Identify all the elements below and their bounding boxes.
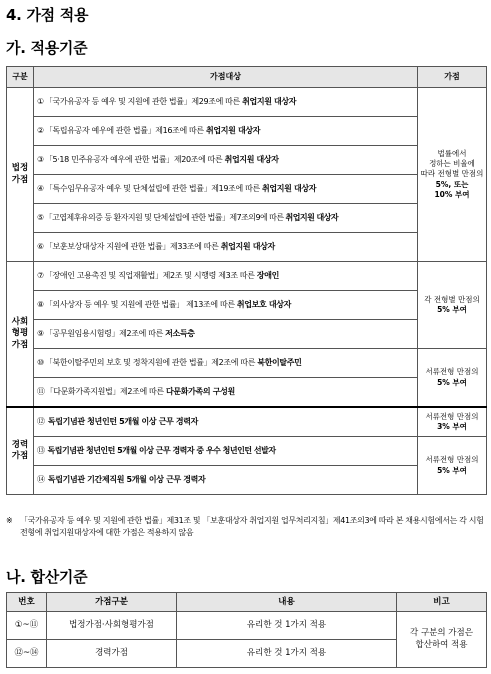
- subsection-a-title: 가. 적용기준: [6, 39, 88, 57]
- row-range: ⑫~⑭: [7, 640, 47, 668]
- criteria-item-3: ③「5·18 민주유공자 예우에 관한 법률」제20조에 따른 취업지원 대상자: [34, 146, 418, 175]
- row-category: 경력가점: [47, 640, 177, 668]
- group-label-career: 경력 가점: [7, 407, 34, 495]
- row-category: 법정가점·사회형평가점: [47, 612, 177, 640]
- header-remark: 비고: [397, 593, 487, 612]
- legal-points: 법률에서 정하는 비율에 따라 전형별 만점의 5%, 또는 10% 부여: [418, 88, 487, 262]
- header-bonus-type: 가점구분: [47, 593, 177, 612]
- criteria-item-6: ⑥「보훈보상대상자 지원에 관한 법률」제33조에 따른 취업지원 대상자: [34, 233, 418, 262]
- career-points-b: 서류전형 만점의 5% 부여: [418, 437, 487, 495]
- remark-cell: 각 구분의 가점은 합산하여 적용: [397, 612, 487, 668]
- criteria-item-14: ⑭ 독립기념관 기간제직원 5개월 이상 근무 경력자: [34, 466, 418, 495]
- row-range: ①~⑪: [7, 612, 47, 640]
- subsection-b-title: 나. 합산기준: [6, 568, 88, 586]
- header-category: 구분: [7, 67, 34, 88]
- criteria-item-8: ⑧「의사상자 등 예우 및 지원에 관한 법률」 제13조에 따른 취업보호 대상자: [34, 291, 418, 320]
- criteria-item-2: ②「독립유공자 예우에 관한 법률」제16조에 따른 취업지원 대상자: [34, 117, 418, 146]
- group-label-legal: 법정 가점: [7, 88, 34, 262]
- header-points: 가점: [418, 67, 487, 88]
- social-points-a: 각 전형별 만점의 5% 부여: [418, 262, 487, 349]
- criteria-item-13: ⑬ 독립기념관 청년인턴 5개월 이상 근무 경력자 중 우수 청년인턴 선발자: [34, 437, 418, 466]
- criteria-item-10: ⑩「북한이탈주민의 보호 및 정착지원에 관한 법률」제2조에 따른 북한이탈주민: [34, 349, 418, 378]
- header-number: 번호: [7, 593, 47, 612]
- criteria-item-9: ⑨「공무원임용시험령」제2조에 따른 저소득층: [34, 320, 418, 349]
- row-content: 유리한 것 1가지 적용: [177, 640, 397, 668]
- criteria-item-5: ⑤「고엽제후유의증 등 환자지원 및 단체설립에 관한 법률」제7조의9에 따른 취업지원 대상자: [34, 204, 418, 233]
- section-title: 4. 가점 적용: [6, 6, 89, 24]
- criteria-item-7: ⑦「장애인 고용촉진 및 직업재활법」제2조 및 시행령 제3조 따른 장애인: [34, 262, 418, 291]
- header-content: 내용: [177, 593, 397, 612]
- group-label-social: 사회 형평 가점: [7, 262, 34, 408]
- criteria-item-12: ⑫ 독립기념관 청년인턴 5개월 이상 근무 경력자: [34, 407, 418, 437]
- sum-table: [6, 592, 487, 668]
- criteria-item-11: ⑪「다문화가족지원법」제2조에 따른 다문화가족의 구성원: [34, 378, 418, 408]
- row-content: 유리한 것 1가지 적용: [177, 612, 397, 640]
- social-points-b: 서류전형 만점의 5% 부여: [418, 349, 487, 408]
- footnote: ※ 「국가유공자 등 예우 및 지원에 관한 법률」제31조 및 「보훈대상자 취업지원 업무처리지침」제41조의3에 따라 본 채용시험에서는 각 시험전형에 취업지원대상자에 대한 가점은 적용하지 않음: [6, 516, 484, 537]
- criteria-item-4: ④「특수임무유공자 예우 및 단체설립에 관한 법률」제19조에 따른 취업지원 대상자: [34, 175, 418, 204]
- header-target: 가점대상: [34, 67, 418, 88]
- criteria-item-1: ①「국가유공자 등 예우 및 지원에 관한 법률」제29조에 따른 취업지원 대상자: [34, 88, 418, 117]
- criteria-table: [6, 66, 487, 495]
- career-points-a: 서류전형 만점의 3% 부여: [418, 407, 487, 437]
